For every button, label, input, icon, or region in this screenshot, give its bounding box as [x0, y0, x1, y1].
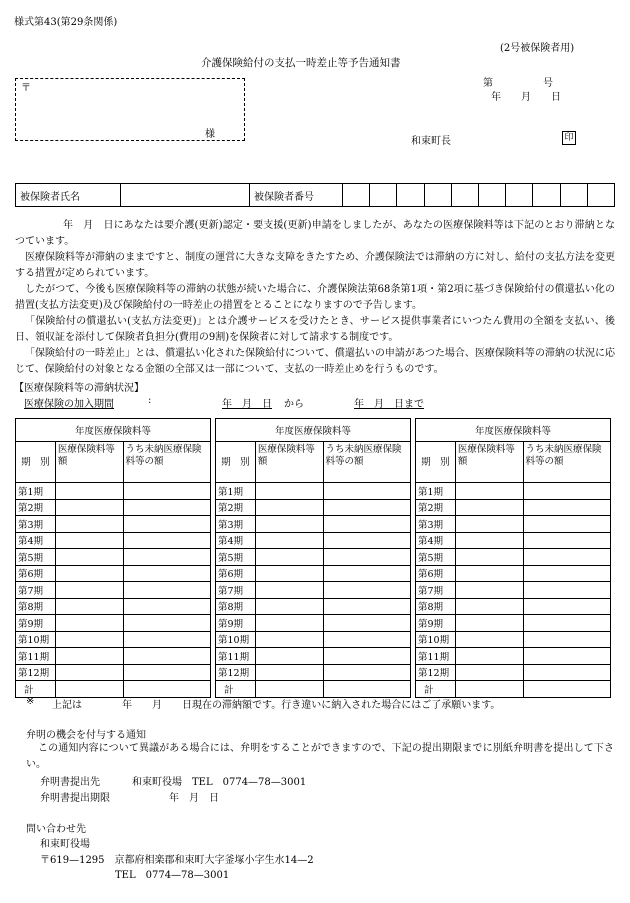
- unpaid-cell: [523, 499, 611, 516]
- unpaid-cell: [323, 615, 411, 632]
- period-label: 第12期: [16, 664, 56, 681]
- period-label: 第5期: [16, 549, 56, 566]
- insured-number-cell: [370, 184, 397, 207]
- insured-type: (2号被保険者用): [500, 43, 575, 54]
- unpaid-cell: [123, 598, 211, 615]
- contact-heading: 問い合わせ先: [26, 824, 86, 835]
- document-title: 介護保険給付の支払一時差止等予告通知書: [201, 57, 401, 69]
- period-row: [216, 499, 411, 516]
- period-row: [216, 565, 411, 582]
- seal-box: [562, 131, 576, 145]
- amount-column-header: 医療保険料等額: [255, 442, 323, 483]
- period-label: 第4期: [16, 532, 56, 549]
- amount-cell: [255, 516, 323, 533]
- note-mark: ※: [26, 696, 35, 707]
- amount-cell: [455, 615, 523, 632]
- defense-heading: 弁明の機会を付与する通知: [26, 730, 146, 741]
- fiscal-year-header: 年度医療保険料等: [416, 419, 611, 442]
- period-row: [216, 664, 411, 681]
- period-label: 第10期: [416, 631, 456, 648]
- period-label: 第8期: [416, 598, 456, 615]
- period-row: [416, 516, 611, 533]
- total-label: 計: [16, 681, 56, 698]
- document-number: 第 号: [483, 78, 553, 89]
- period-row: [416, 631, 611, 648]
- total-amount-cell: [455, 681, 523, 698]
- contact-tel: TEL 0774—78—3001: [115, 870, 230, 881]
- insured-number-cell: [478, 184, 505, 207]
- insured-name-field: [121, 184, 250, 207]
- amount-cell: [55, 582, 123, 599]
- total-unpaid-cell: [123, 681, 211, 698]
- period-row: [216, 615, 411, 632]
- unpaid-cell: [523, 516, 611, 533]
- insured-number-cell: [560, 184, 587, 207]
- period-label: 第3期: [216, 516, 256, 533]
- total-amount-cell: [55, 681, 123, 698]
- unpaid-cell: [323, 664, 411, 681]
- postal-mark: 〒: [21, 83, 31, 94]
- amount-cell: [55, 532, 123, 549]
- period-row: [16, 615, 211, 632]
- form-number: 様式第43(第29条関係): [14, 17, 118, 28]
- period-row: [16, 532, 211, 549]
- amount-cell: [255, 582, 323, 599]
- period-label: 第1期: [16, 483, 56, 500]
- unpaid-cell: [523, 483, 611, 500]
- period-kara: から: [284, 399, 304, 410]
- contact-address: 〒619—1295 京都府相楽郡和束町大字釜塚小字生水14—2: [40, 855, 314, 866]
- amount-cell: [55, 664, 123, 681]
- period-label: 第12期: [216, 664, 256, 681]
- period-label: 第7期: [216, 582, 256, 599]
- unpaid-cell: [523, 582, 611, 599]
- period-row: [416, 565, 611, 582]
- period-row: [416, 532, 611, 549]
- unpaid-cell: [323, 516, 411, 533]
- body-paragraph-1: 年 月 日にあなたは要介護(更新)認定・要支援(更新)申請をしましたが、あなたの医療保険料等は下記のとおり滞納となつています。: [15, 220, 615, 247]
- amount-cell: [55, 648, 123, 665]
- period-label: 第8期: [216, 598, 256, 615]
- amount-cell: [55, 549, 123, 566]
- addressee-suffix: 様: [205, 129, 215, 140]
- period-label: 第2期: [16, 499, 56, 516]
- period-label: 第4期: [416, 532, 456, 549]
- period-label: 第3期: [16, 516, 56, 533]
- insured-number-cell: [533, 184, 560, 207]
- amount-cell: [455, 532, 523, 549]
- amount-cell: [455, 664, 523, 681]
- period-label: 第7期: [16, 582, 56, 599]
- period-row: [216, 549, 411, 566]
- unpaid-cell: [123, 565, 211, 582]
- period-row: [16, 499, 211, 516]
- unpaid-cell: [323, 631, 411, 648]
- unpaid-cell: [123, 664, 211, 681]
- unpaid-cell: [323, 598, 411, 615]
- amount-cell: [255, 549, 323, 566]
- period-label: 第6期: [16, 565, 56, 582]
- insured-number-cell: [424, 184, 451, 207]
- period-row: [416, 499, 611, 516]
- defense-deadline-value: 年 月 日: [169, 793, 219, 804]
- unpaid-cell: [523, 532, 611, 549]
- period-row: [216, 598, 411, 615]
- arrears-table: [15, 418, 211, 698]
- period-row: [16, 664, 211, 681]
- period-row: [216, 516, 411, 533]
- contact-org: 和束町役場: [40, 839, 90, 850]
- amount-cell: [455, 499, 523, 516]
- amount-column-header: 医療保険料等額: [55, 442, 123, 483]
- amount-cell: [455, 582, 523, 599]
- insured-number-cell: [506, 184, 533, 207]
- amount-cell: [455, 598, 523, 615]
- period-label: 第10期: [16, 631, 56, 648]
- unpaid-cell: [123, 631, 211, 648]
- period-label: 第11期: [16, 648, 56, 665]
- unpaid-cell: [523, 664, 611, 681]
- period-from-date: 年 月 日: [222, 399, 272, 410]
- period-row: [16, 483, 211, 500]
- arrears-table: [415, 418, 611, 698]
- unpaid-cell: [323, 582, 411, 599]
- amount-cell: [455, 648, 523, 665]
- unpaid-cell: [523, 598, 611, 615]
- period-label: 第4期: [216, 532, 256, 549]
- amount-cell: [455, 549, 523, 566]
- period-row: [216, 631, 411, 648]
- amount-cell: [55, 598, 123, 615]
- total-label: 計: [216, 681, 256, 698]
- period-label: 医療保険の加入期間: [24, 399, 114, 410]
- unpaid-cell: [323, 565, 411, 582]
- amount-cell: [255, 483, 323, 500]
- unpaid-cell: [123, 648, 211, 665]
- period-column-header: 期 別: [16, 442, 56, 483]
- unpaid-column-header: うち未納医療保険料等の額: [523, 442, 611, 483]
- note-text: 上記は 年 月 日現在の滞納額です。行き違いに納入された場合にはご了承願います。: [52, 700, 501, 711]
- insured-info-table: [15, 183, 615, 207]
- amount-cell: [55, 483, 123, 500]
- period-label: 第7期: [416, 582, 456, 599]
- period-row: [16, 516, 211, 533]
- unpaid-column-header: うち未納医療保険料等の額: [123, 442, 211, 483]
- unpaid-cell: [123, 615, 211, 632]
- amount-cell: [255, 565, 323, 582]
- fiscal-year-header: 年度医療保険料等: [16, 419, 211, 442]
- period-row: [216, 582, 411, 599]
- amount-cell: [455, 565, 523, 582]
- amount-cell: [455, 516, 523, 533]
- period-row: [16, 549, 211, 566]
- period-column-header: 期 別: [216, 442, 256, 483]
- period-label: 第1期: [416, 483, 456, 500]
- unpaid-cell: [123, 532, 211, 549]
- defense-deadline-label: 弁明書提出期限: [40, 793, 110, 804]
- period-row: [16, 582, 211, 599]
- insured-number-cell: [343, 184, 370, 207]
- amount-cell: [55, 631, 123, 648]
- amount-cell: [255, 532, 323, 549]
- insured-name-label: 被保険者氏名: [16, 184, 121, 207]
- amount-column-header: 医療保険料等額: [455, 442, 523, 483]
- amount-cell: [55, 565, 123, 582]
- unpaid-cell: [323, 648, 411, 665]
- unpaid-cell: [323, 483, 411, 500]
- amount-cell: [255, 648, 323, 665]
- amount-cell: [255, 598, 323, 615]
- defense-text: この通知内容について異議がある場合には、弁明をすることができますので、下記の提出期限までに別紙弁明書を提出して下さい。: [26, 743, 614, 770]
- period-label: 第3期: [416, 516, 456, 533]
- issuer: 和束町長: [411, 136, 451, 147]
- period-label: 第12期: [416, 664, 456, 681]
- period-label: 第6期: [216, 565, 256, 582]
- insured-number-cell: [587, 184, 614, 207]
- period-label: 第9期: [416, 615, 456, 632]
- insured-number-cell: [397, 184, 424, 207]
- unpaid-cell: [123, 549, 211, 566]
- period-row: [16, 648, 211, 665]
- body-paragraph-4: 「保険給付の償還払い(支払方法変更)」とは介護サービスを受けたとき、サービス提供事業者にいつたん費用の全額を支払い、後日、領収証を添付して保険者負担分(費用の9割)を保険者に対して請求する制度です。: [15, 316, 615, 343]
- total-label: 計: [416, 681, 456, 698]
- total-row: [416, 681, 611, 698]
- unpaid-column-header: うち未納医療保険料等の額: [323, 442, 411, 483]
- defense-destination-value: 和束町役場 TEL 0774—78—3001: [132, 777, 307, 788]
- period-row: [416, 664, 611, 681]
- unpaid-cell: [123, 582, 211, 599]
- unpaid-cell: [523, 631, 611, 648]
- amount-cell: [55, 615, 123, 632]
- period-row: [16, 631, 211, 648]
- total-row: [16, 681, 211, 698]
- unpaid-cell: [123, 483, 211, 500]
- unpaid-cell: [323, 499, 411, 516]
- period-column-header: 期 別: [416, 442, 456, 483]
- body-paragraph-2: 医療保険料等が滞納のままですと、制度の運営に大きな支障をきたすため、介護保険法では滞納の方に対し、給付の支払方法を変更する措置が定められています。: [15, 252, 615, 279]
- period-row: [416, 648, 611, 665]
- period-row: [416, 582, 611, 599]
- amount-cell: [55, 516, 123, 533]
- amount-cell: [55, 499, 123, 516]
- amount-cell: [455, 631, 523, 648]
- body-paragraph-5: 「保険給付の一時差止」とは、償還払い化された保険給付について、償還払いの申請があつた場合、医療保険料等の滞納の状況に応じて、保険給付の対象となる金額の全部又は一部について、支払の一時差止めを行うものです。: [15, 348, 615, 375]
- amount-cell: [255, 499, 323, 516]
- unpaid-cell: [523, 549, 611, 566]
- period-label: 第2期: [216, 499, 256, 516]
- period-label: 第10期: [216, 631, 256, 648]
- period-to-date: 年 月 日まで: [354, 399, 424, 410]
- period-row: [416, 549, 611, 566]
- status-heading: 【医療保険料等の滞納状況】: [14, 383, 144, 394]
- period-label: 第8期: [16, 598, 56, 615]
- period-row: [416, 615, 611, 632]
- unpaid-cell: [523, 648, 611, 665]
- period-label: 第1期: [216, 483, 256, 500]
- total-amount-cell: [255, 681, 323, 698]
- period-row: [216, 483, 411, 500]
- period-row: [216, 648, 411, 665]
- unpaid-cell: [123, 516, 211, 533]
- body-paragraph-3: したがつて、今後も医療保険料等の滞納の状態が続いた場合に、介護保険法第68条第1項・第2項に基づき保険給付の償還払い化の措置(支払方法変更)及び保険給付の一時差止の措置をとることになりますので予告します。: [15, 284, 615, 311]
- unpaid-cell: [123, 499, 211, 516]
- total-unpaid-cell: [323, 681, 411, 698]
- period-label: 第9期: [16, 615, 56, 632]
- unpaid-cell: [323, 532, 411, 549]
- document-date: 年 月 日: [491, 92, 561, 103]
- amount-cell: [255, 631, 323, 648]
- amount-cell: [255, 615, 323, 632]
- arrears-table: [215, 418, 411, 698]
- period-label: 第11期: [216, 648, 256, 665]
- amount-cell: [255, 664, 323, 681]
- amount-cell: [455, 483, 523, 500]
- period-row: [16, 598, 211, 615]
- period-row: [416, 483, 611, 500]
- period-label: 第5期: [416, 549, 456, 566]
- unpaid-cell: [523, 615, 611, 632]
- seal-mark: 印: [562, 131, 576, 145]
- unpaid-cell: [323, 549, 411, 566]
- unpaid-cell: [523, 565, 611, 582]
- period-label: 第11期: [416, 648, 456, 665]
- insured-number-label: 被保険者番号: [250, 184, 343, 207]
- period-row: [416, 598, 611, 615]
- insured-number-cell: [451, 184, 478, 207]
- total-row: [216, 681, 411, 698]
- period-label: 第2期: [416, 499, 456, 516]
- defense-destination-label: 弁明書提出先: [40, 777, 100, 788]
- period-label: 第5期: [216, 549, 256, 566]
- period-label: 第6期: [416, 565, 456, 582]
- period-colon: :: [148, 395, 152, 406]
- period-row: [216, 532, 411, 549]
- total-unpaid-cell: [523, 681, 611, 698]
- fiscal-year-header: 年度医療保険料等: [216, 419, 411, 442]
- period-label: 第9期: [216, 615, 256, 632]
- period-row: [16, 565, 211, 582]
